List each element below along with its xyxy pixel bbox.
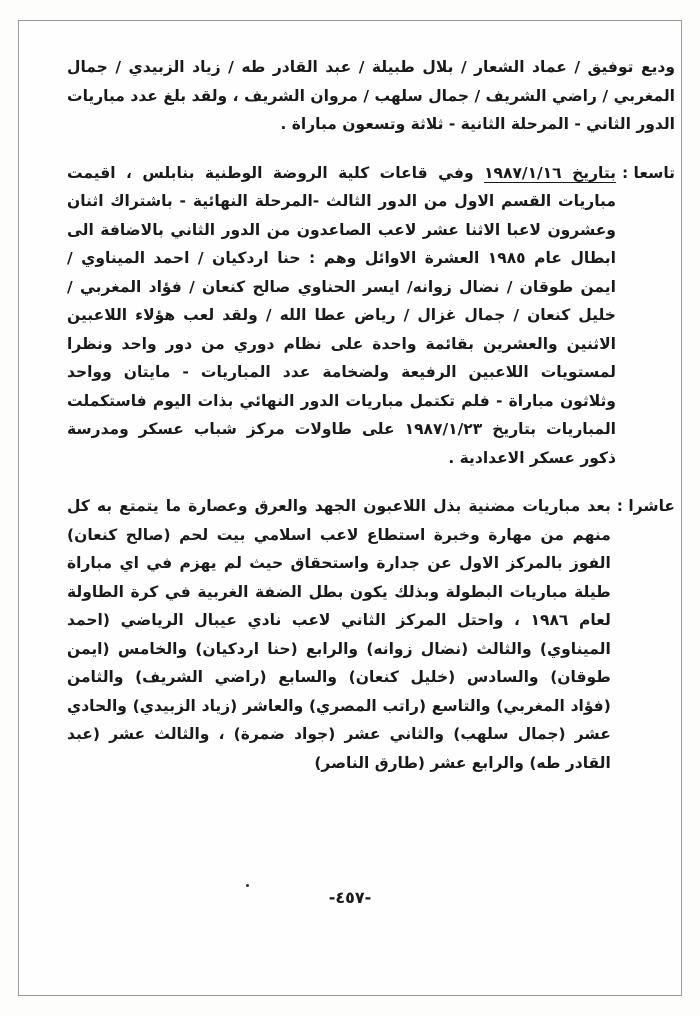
ink-dot: [246, 884, 249, 887]
section-ninth-text: [67, 159, 616, 473]
section-ninth-date: بتاريخ ١٩٨٧/١/١٦: [484, 163, 616, 182]
section-ninth: [67, 159, 675, 473]
intro-paragraph: وديع توفيق / عماد الشعار / بلال طبيلة / عبد القادر طه / زياد الزبيدي / جمال المغربي / راضي الشريف / جمال سلهب / مروان الشريف ، ولقد بلغ عدد مباريات الدور الثاني - المرحلة الثانية - ثلاثة وتسعون مباراة .: [67, 58, 675, 133]
document-body: [67, 53, 675, 777]
section-tenth: [67, 492, 675, 777]
section-ninth-body: وفي قاعات كلية الروضة الوطنية بنابلس ، اقيمت مباريات القسم الاول من الدور الثالث -المرحلة النهائية - باشتراك اثنان وعشرون لاعبا الاثنا عشر لاعب الصاعدون من الدور الثاني بالاضافة الى ابطال عام ١٩٨٥ العشرة الاوائل وهم : حنا اردكيان / احمد الميناوي / ايمن طوقان / نضال زوانه/ ايسر الحناوي صالح كنعان / فؤاد المغربي / خليل كنعان / جمال غزال / رياض عطا الله / ولقد لعب هؤلاء اللاعبين الاثنين والعشرين بقائمة واحدة على نظام دوري من دور واحد ونظرا لمستويات اللاعبين الرفيعة ولضخامة عدد المباريات - مايتان وواحد وثلاثون مباراة - فلم تكتمل مباريات الدور النهائي بذات اليوم فاستكملت المباريات بتاريخ ١٩٨٧/١/٢٣ على طاولات مركز شباب عسكر ومدرسة ذكور عسكر الاعدادية .: [67, 163, 616, 467]
section-ninth-label: تاسعا :: [621, 163, 675, 182]
page-frame: [18, 20, 682, 996]
section-tenth-label: عاشرا :: [616, 497, 675, 515]
page-number: -٤٥٧-: [328, 888, 372, 907]
section-tenth-text: بعد مباريات مضنية بذل اللاعبون الجهد والعرق وعصارة ما يتمتع به كل منهم من مهارة وخبرة استطاع لاعب اسلامي بيت لحم (صالح كنعان) الفوز بالمركز الاول عن جدارة واستحقاق حيث لم يهزم في اي مباراة طيلة مباريات البطولة وبذلك يكون بطل الضفة الغربية في كرة الطاولة لعام ١٩٨٦ ، واحتل المركز الثاني لاعب نادي عيبال الرياضي (احمد الميناوي) والثالث (نضال زوانه) والرابع (حنا اردكيان) والخامس (ايمن طوقان) والسادس (خليل كنعان) والسابع (راضي الشريف) والثامن (فؤاد المغربي) والتاسع (راتب المصري) والعاشر (زياد الزبيدي) والحادي عشر (جمال سلهب) والثاني عشر (جواد ضمرة) ، والثالث عشر (عبد القادر طه) والرابع عشر (طارق الناصر): [67, 497, 611, 772]
